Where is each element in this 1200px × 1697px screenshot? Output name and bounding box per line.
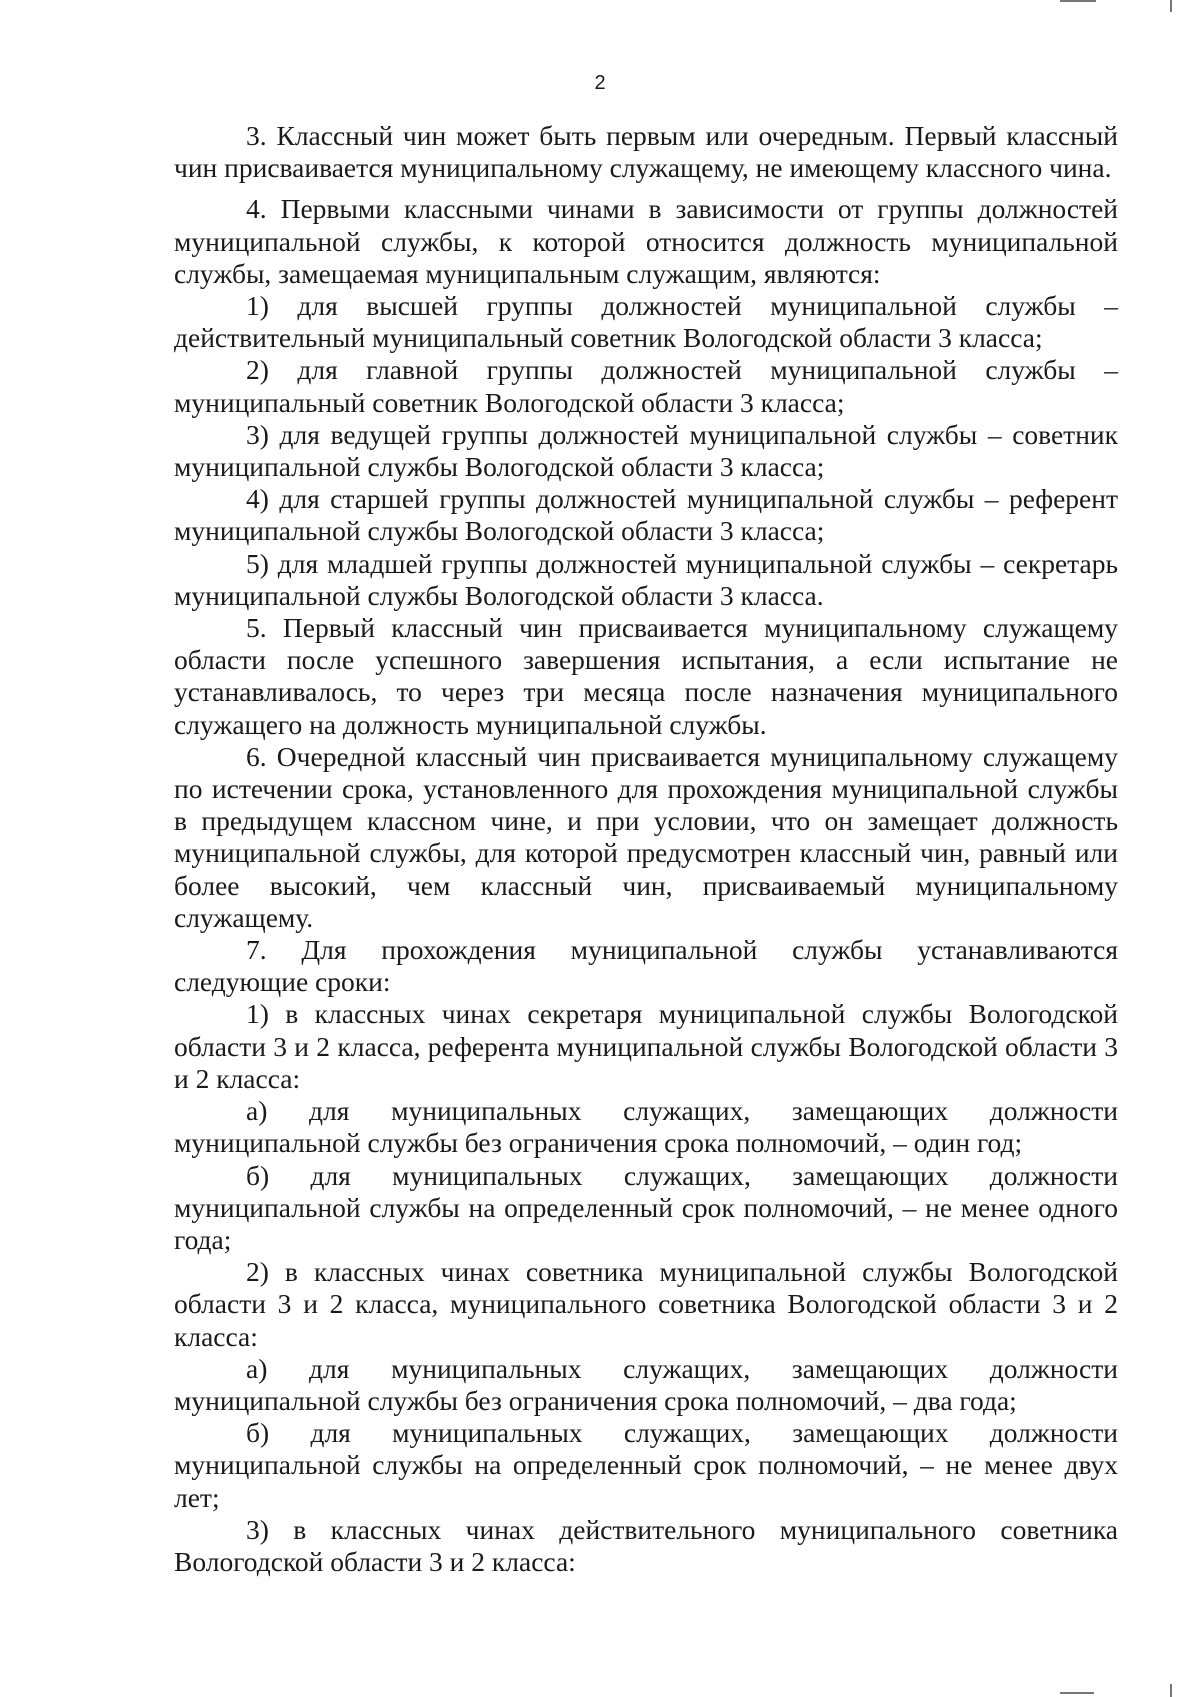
subitem-4-3: 3) для ведущей группы должностей муниципальной службы – советник муниципальной службы Вологодской области 3 класса; [174, 418, 1118, 483]
subitem-7-3: 3) в классных чинах действительного муниципального советника Вологодской области 3 и 2 класса: [174, 1513, 1118, 1577]
paragraph-item-3: 3. Классный чин может быть первым или очередным. Первый классный чин присваивается муниципальному служащему, не имеющему классного чина. [174, 120, 1118, 184]
paragraph-item-7: 7. Для прохождения муниципальной службы устанавливаются следующие сроки: [174, 934, 1118, 998]
scan-artifact-bottom-edge [1170, 1684, 1172, 1697]
subitem-7-2-b: б) для муниципальных служащих, замещающих должности муниципальной службы на определенный срок полномочий, – не менее двух лет; [174, 1417, 1118, 1513]
document-body [174, 120, 1118, 1578]
page-number: 2 [594, 72, 606, 94]
subitem-7-1-a: а) для муниципальных служащих, замещающих должности муниципальной службы без ограничения срока полномочий, – один год; [174, 1095, 1118, 1159]
subitem-4-4: 4) для старшей группы должностей муниципальной службы – референт муниципальной службы Вологодской области 3 класса; [174, 483, 1118, 547]
subitem-7-1: 1) в классных чинах секретаря муниципальной службы Вологодской области 3 и 2 класса, референта муниципальной службы Вологодской области 3 и 2 класса: [174, 998, 1118, 1094]
subitem-7-2: 2) в классных чинах советника муниципальной службы Вологодской области 3 и 2 класса, муниципального советника Вологодской области 3 и 2 класса: [174, 1256, 1118, 1352]
scan-artifact-bottom-right [1060, 1692, 1094, 1694]
subitem-4-5: 5) для младшей группы должностей муниципальной службы – секретарь муниципальной службы Вологодской области 3 класса. [174, 547, 1118, 611]
paragraph-item-5: 5. Первый классный чин присваивается муниципальному служащему области после успешного завершения испытания, а если испытание не устанавливалось, то через три месяца после назначения муниципального служащего на должность муниципальной службы. [174, 612, 1118, 740]
subitem-7-1-b: б) для муниципальных служащих, замещающих должности муниципальной службы на определенный срок полномочий, – не менее одного года; [174, 1159, 1118, 1255]
paragraph-item-4: 4. Первыми классными чинами в зависимости от группы должностей муниципальной службы, к которой относится должность муниципальной службы, замещаемая муниципальным служащим, являются: [174, 193, 1118, 289]
subitem-4-1: 1) для высшей группы должностей муниципальной службы – действительный муниципальный советник Вологодской области 3 класса; [174, 290, 1118, 354]
scan-artifact-top-right [1060, 0, 1096, 2]
paragraph-item-6: 6. Очередной классный чин присваивается муниципальному служащему по истечении срока, установленного для прохождения муниципальной службы в предыдущем классном чине, и при условии, что он замещает должность муниципальной службы, для которой предусмотрен классный чин, равный или более высокий, чем классный чин, присваиваемый муниципальному служащему. [174, 740, 1118, 933]
subitem-7-2-a: а) для муниципальных служащих, замещающих должности муниципальной службы без ограничения срока полномочий, – два года; [174, 1352, 1118, 1416]
scan-artifact-top-edge [1170, 0, 1172, 12]
subitem-4-2: 2) для главной группы должностей муниципальной службы – муниципальный советник Вологодской области 3 класса; [174, 354, 1118, 418]
